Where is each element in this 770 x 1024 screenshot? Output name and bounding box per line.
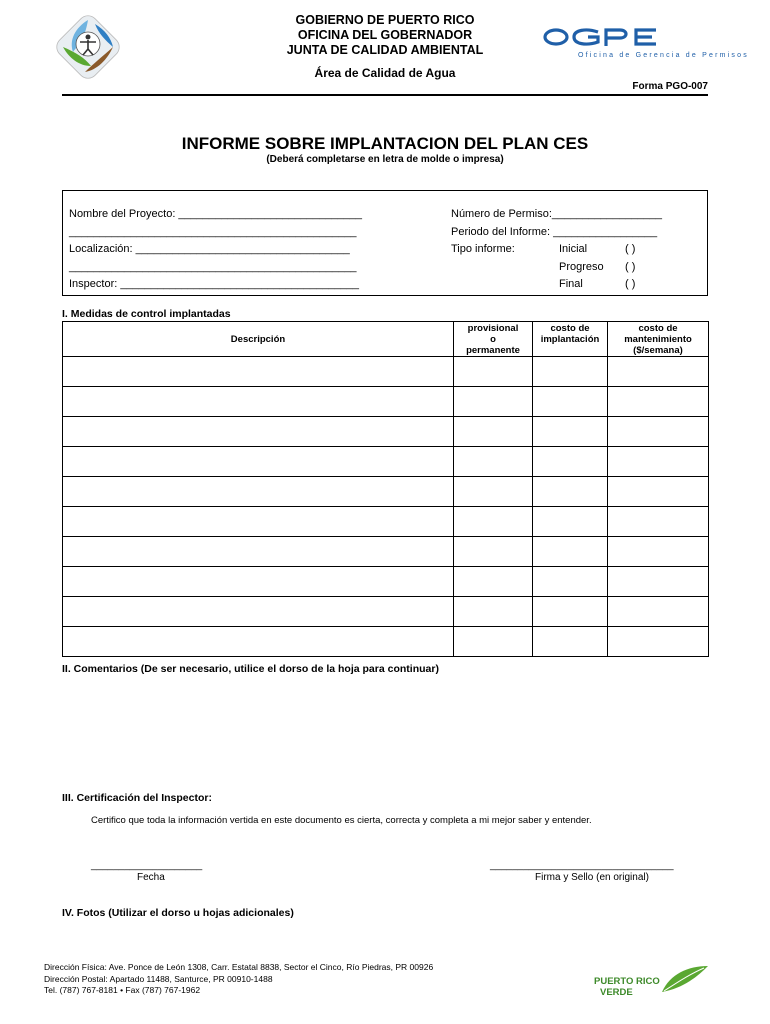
option-final-label: Final [559,278,583,290]
header-divider [62,94,708,96]
header-costo-implantacion: costo de implantación [533,322,608,357]
cell-provisional[interactable] [454,357,533,387]
table-row [63,417,709,447]
cell-costo-mantenimiento[interactable] [608,417,709,447]
location-field[interactable]: Localización: ___________________________________ [69,243,350,255]
permit-number-field[interactable]: Número de Permiso:__________________ [451,208,662,220]
pr-logo-line2: VERDE [600,987,633,998]
footer-postal-address: Dirección Postal: Apartado 11488, Santurce, PR 00910-1488 [44,973,273,984]
cell-costo-implantacion[interactable] [533,447,608,477]
header-line-3: JUNTA DE CALIDAD AMBIENTAL [286,43,484,57]
table-row [63,447,709,477]
cell-descripcion[interactable] [63,477,454,507]
cell-costo-implantacion[interactable] [533,627,608,657]
table-row [63,507,709,537]
footer-address [44,962,433,997]
ogpe-logo-text: Oficina de Gerencia de Permisos [578,52,749,59]
header-provisional: provisional o permanente [454,322,533,357]
section-2-title: II. Comentarios (De ser necesario, utilice el dorso de la hoja para continuar) [62,663,439,675]
date-line[interactable]: ____________________ [91,860,203,871]
agency-header [230,13,540,58]
table-row [63,357,709,387]
section-1-title: I. Medidas de control implantadas [62,308,231,320]
cell-costo-mantenimiento[interactable] [608,537,709,567]
jca-logo [55,14,121,80]
cell-provisional[interactable] [454,507,533,537]
cell-descripcion[interactable] [63,357,454,387]
date-label: Fecha [137,872,165,883]
option-final-checkbox[interactable]: ( ) [625,278,636,290]
area-label: Área de Calidad de Agua [314,66,456,80]
cell-costo-implantacion[interactable] [533,417,608,447]
cell-provisional[interactable] [454,417,533,447]
puerto-rico-verde-logo [592,962,712,1002]
footer-physical-address: Dirección Física: Ave. Ponce de León 1308, Carr. Estatal 8838, Sector el Cinco, Río Piedras, PR 00926 [44,962,434,972]
report-type-label: Tipo informe: [451,243,515,255]
table-row [63,477,709,507]
cell-provisional[interactable] [454,627,533,657]
cell-descripcion[interactable] [63,627,454,657]
comments-area[interactable] [62,680,708,780]
report-period-field[interactable]: Periodo del Informe: _________________ [451,226,658,238]
cell-descripcion[interactable] [63,597,454,627]
header-costo-mantenimiento: costo de mantenimiento ($/semana) [608,322,709,357]
cell-costo-implantacion[interactable] [533,507,608,537]
pr-logo-line1: PUERTO RICO [594,976,660,987]
document-title: INFORME SOBRE IMPLANTACION DEL PLAN CES [181,134,589,153]
cell-costo-mantenimiento[interactable] [608,597,709,627]
header-line-2: OFICINA DEL GOBERNADOR [297,28,473,42]
cell-costo-mantenimiento[interactable] [608,567,709,597]
cell-descripcion[interactable] [63,447,454,477]
cell-descripcion[interactable] [63,507,454,537]
section-4-title: IV. Fotos (Utilizar el dorso u hojas adicionales) [62,907,294,919]
option-progreso-label: Progreso [559,261,604,273]
project-name-continuation[interactable]: _______________________________________________ [69,226,357,238]
cell-costo-mantenimiento[interactable] [608,507,709,537]
header-line-1: GOBIERNO DE PUERTO RICO [295,13,475,27]
table-row [63,567,709,597]
table-row [63,537,709,567]
table-header-row [63,322,709,357]
footer-phone: Tel. (787) 767-8181 • Fax (787) 767-1962 [44,985,201,995]
cell-costo-implantacion[interactable] [533,537,608,567]
cell-costo-implantacion[interactable] [533,477,608,507]
cell-provisional[interactable] [454,567,533,597]
table-row [63,387,709,417]
cell-descripcion[interactable] [63,537,454,567]
signature-line[interactable]: _________________________________ [490,860,674,871]
signature-label: Firma y Sello (en original) [535,872,649,883]
header-descripcion: Descripción [63,322,454,357]
cell-costo-mantenimiento[interactable] [608,447,709,477]
document-subtitle: (Deberá completarse en letra de molde o impresa) [266,154,504,165]
cell-descripcion[interactable] [63,567,454,597]
option-progreso-checkbox[interactable]: ( ) [625,261,636,273]
cell-provisional[interactable] [454,477,533,507]
certification-statement: Certifico que toda la información vertida en este documento es cierta, correcta y completa a mi mejor saber y entender. [91,815,592,826]
cell-descripcion[interactable] [63,417,454,447]
table-row [63,627,709,657]
cell-costo-implantacion[interactable] [533,597,608,627]
cell-costo-mantenimiento[interactable] [608,477,709,507]
cell-costo-mantenimiento[interactable] [608,387,709,417]
table-row [63,597,709,627]
project-name-field[interactable]: Nombre del Proyecto: ______________________________ [69,208,362,220]
form-number: Forma PGO-007 [632,81,708,92]
ogpe-logo [542,24,752,64]
cell-provisional[interactable] [454,387,533,417]
section-3-title: III. Certificación del Inspector: [62,792,212,804]
option-inicial-checkbox[interactable]: ( ) [625,243,636,255]
cell-descripcion[interactable] [63,387,454,417]
inspector-field[interactable]: Inspector: _______________________________________ [69,278,359,290]
cell-provisional[interactable] [454,597,533,627]
cell-costo-implantacion[interactable] [533,387,608,417]
cell-costo-mantenimiento[interactable] [608,627,709,657]
cell-costo-implantacion[interactable] [533,567,608,597]
cell-costo-mantenimiento[interactable] [608,357,709,387]
cell-provisional[interactable] [454,537,533,567]
location-continuation[interactable]: _______________________________________________ [69,261,357,273]
cell-provisional[interactable] [454,447,533,477]
cell-costo-implantacion[interactable] [533,357,608,387]
control-measures-table [62,321,709,657]
option-inicial-label: Inicial [559,243,588,255]
